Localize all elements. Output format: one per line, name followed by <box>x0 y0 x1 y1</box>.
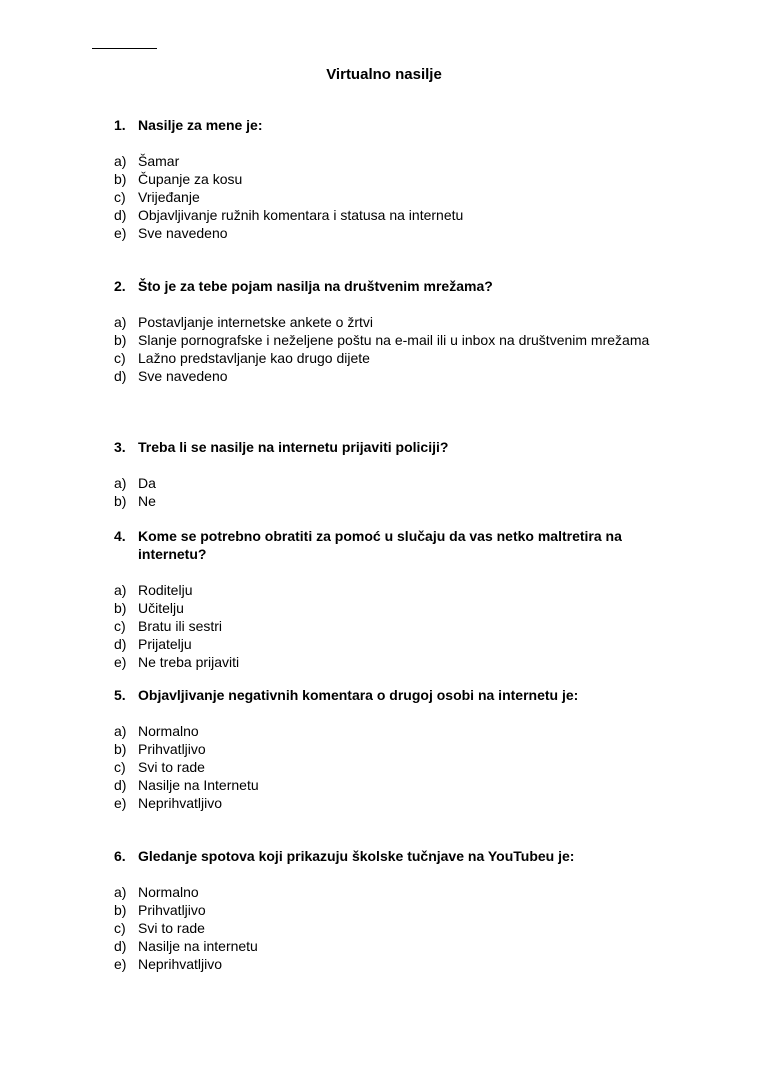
option-letter: a) <box>114 884 127 900</box>
option-b <box>114 740 694 758</box>
option-text: Roditelju <box>138 582 193 598</box>
option-a <box>114 883 694 901</box>
option-text: Slanje pornografske i neželjene poštu na e-mail ili u inbox na društvenim mrežama <box>138 332 650 348</box>
option-a <box>114 474 694 492</box>
option-letter: a) <box>114 723 127 739</box>
options-list <box>114 313 694 385</box>
question-text: Kome se potrebno obratiti za pomoć u slučaju da vas netko maltretira na internetu? <box>138 528 622 562</box>
header-rule <box>92 48 157 49</box>
option-e <box>114 794 694 812</box>
option-a <box>114 152 694 170</box>
question-2 <box>114 277 694 385</box>
option-text: Svi to rade <box>138 920 205 936</box>
option-text: Lažno predstavljanje kao drugo dijete <box>138 350 370 366</box>
option-text: Da <box>138 475 156 491</box>
option-text: Nasilje na internetu <box>138 938 258 954</box>
option-letter: d) <box>114 636 127 652</box>
option-text: Bratu ili sestri <box>138 618 223 634</box>
option-d <box>114 937 694 955</box>
option-letter: c) <box>114 350 126 366</box>
option-text: Sve navedeno <box>138 225 228 241</box>
question-heading <box>114 277 694 295</box>
option-letter: a) <box>114 153 127 169</box>
option-text: Svi to rade <box>138 759 205 775</box>
option-letter: d) <box>114 777 127 793</box>
option-letter: c) <box>114 920 126 936</box>
question-1 <box>114 116 694 242</box>
question-text: Gledanje spotova koji prikazuju školske tučnjave na YouTubeu je: <box>138 848 575 864</box>
option-c <box>114 919 694 937</box>
question-heading <box>114 116 694 134</box>
option-letter: d) <box>114 938 127 954</box>
option-text: Neprihvatljivo <box>138 795 223 811</box>
question-heading <box>114 527 694 563</box>
option-text: Postavljanje internetske ankete o žrtvi <box>138 314 374 330</box>
option-b <box>114 331 694 349</box>
option-text: Normalno <box>138 723 199 739</box>
option-letter: c) <box>114 189 126 205</box>
option-letter: c) <box>114 618 126 634</box>
option-letter: a) <box>114 314 127 330</box>
option-d <box>114 635 694 653</box>
option-e <box>114 955 694 973</box>
option-letter: c) <box>114 759 126 775</box>
option-text: Vrijeđanje <box>138 189 200 205</box>
option-e <box>114 653 694 671</box>
question-number: 4. <box>114 528 126 544</box>
option-c <box>114 349 694 367</box>
option-text: Prihvatljivo <box>138 902 206 918</box>
options-list <box>114 581 694 671</box>
option-b <box>114 170 694 188</box>
option-d <box>114 206 694 224</box>
option-b <box>114 901 694 919</box>
option-c <box>114 617 694 635</box>
option-letter: e) <box>114 225 127 241</box>
option-a <box>114 313 694 331</box>
option-b <box>114 492 694 510</box>
option-c <box>114 758 694 776</box>
option-letter: d) <box>114 207 127 223</box>
option-b <box>114 599 694 617</box>
option-text: Prihvatljivo <box>138 741 206 757</box>
option-letter: b) <box>114 493 127 509</box>
option-text: Objavljivanje ružnih komentara i statusa na internetu <box>138 207 464 223</box>
question-heading <box>114 847 694 865</box>
option-d <box>114 776 694 794</box>
option-letter: b) <box>114 171 127 187</box>
question-number: 6. <box>114 848 126 864</box>
option-text: Ne <box>138 493 156 509</box>
option-e <box>114 224 694 242</box>
option-letter: b) <box>114 332 127 348</box>
option-letter: a) <box>114 475 127 491</box>
option-text: Neprihvatljivo <box>138 956 223 972</box>
option-text: Učitelju <box>138 600 184 616</box>
option-letter: e) <box>114 654 127 670</box>
options-list <box>114 722 694 812</box>
option-a <box>114 581 694 599</box>
question-text: Nasilje za mene je: <box>138 117 263 133</box>
question-text: Objavljivanje negativnih komentara o drugoj osobi na internetu je: <box>138 687 579 703</box>
page-title: Virtualno nasilje <box>326 66 442 83</box>
option-text: Ne treba prijaviti <box>138 654 240 670</box>
question-6 <box>114 847 694 973</box>
option-letter: e) <box>114 795 127 811</box>
question-number: 2. <box>114 278 126 294</box>
question-number: 3. <box>114 439 126 455</box>
question-number: 5. <box>114 687 126 703</box>
question-text: Što je za tebe pojam nasilja na društvenim mrežama? <box>138 278 493 294</box>
question-text: Treba li se nasilje na internetu prijaviti policiji? <box>138 439 449 455</box>
option-text: Nasilje na Internetu <box>138 777 259 793</box>
option-text: Prijatelju <box>138 636 192 652</box>
option-letter: b) <box>114 741 127 757</box>
option-text: Šamar <box>138 153 180 169</box>
question-heading <box>114 438 694 456</box>
option-a <box>114 722 694 740</box>
option-text: Sve navedeno <box>138 368 228 384</box>
options-list <box>114 474 694 510</box>
option-text: Čupanje za kosu <box>138 171 243 187</box>
option-letter: d) <box>114 368 127 384</box>
option-c <box>114 188 694 206</box>
question-3 <box>114 438 694 510</box>
options-list <box>114 152 694 242</box>
option-letter: b) <box>114 902 127 918</box>
option-letter: e) <box>114 956 127 972</box>
question-5 <box>114 686 694 812</box>
option-text: Normalno <box>138 884 199 900</box>
question-heading <box>114 686 694 704</box>
option-letter: b) <box>114 600 127 616</box>
question-number: 1. <box>114 117 126 133</box>
options-list <box>114 883 694 973</box>
option-letter: a) <box>114 582 127 598</box>
question-4 <box>114 527 694 671</box>
option-d <box>114 367 694 385</box>
